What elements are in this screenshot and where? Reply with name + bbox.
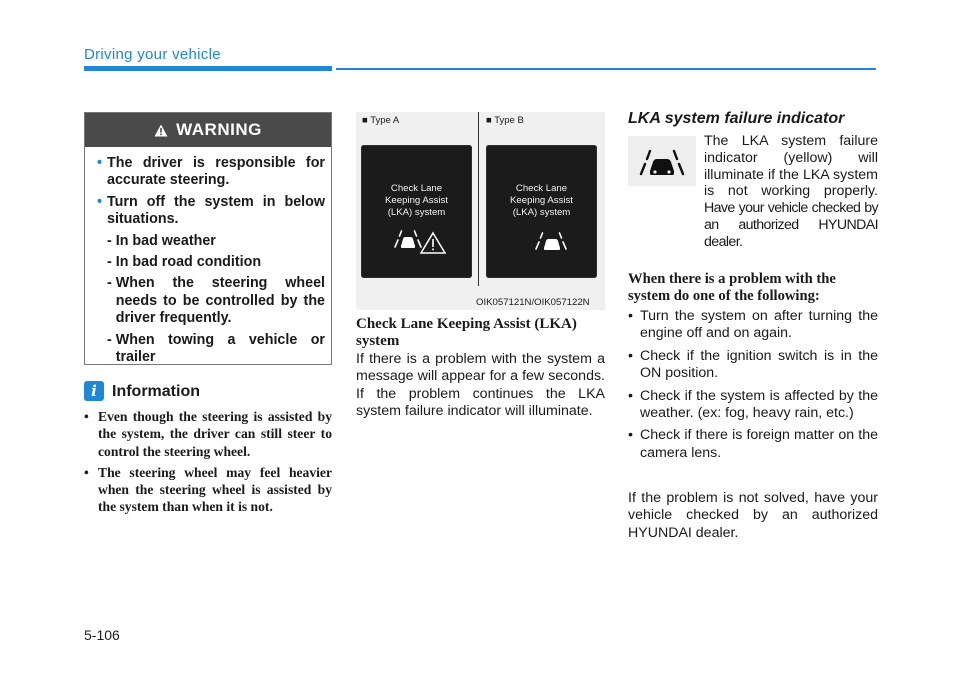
info-icon: i bbox=[84, 381, 104, 401]
information-bullet: • The steering wheel may feel heavier when the steering wheel is assisted by the system than when it is not. bbox=[84, 464, 332, 515]
header-rule-thin bbox=[336, 68, 876, 70]
failure-indicator-text: The LKA system failure indicator (yellow) will illuminate if the LKA system is not working properly. Have your vehicle checked by an authorized HYUNDAI dealer. bbox=[704, 133, 878, 250]
header-rule-thick bbox=[84, 66, 332, 71]
cluster-screen-type-b bbox=[486, 145, 597, 278]
lka-icon bbox=[522, 225, 582, 257]
section-title: Driving your vehicle bbox=[84, 46, 221, 63]
warning-bullet: • Turn off the system in below situations. bbox=[97, 193, 325, 228]
warning-title: WARNING bbox=[176, 120, 262, 139]
warning-header bbox=[85, 113, 331, 147]
problem-footer: If the problem is not solved, have your vehicle checked by an authorized HYUNDAI dealer. bbox=[628, 490, 878, 541]
information-list bbox=[84, 408, 332, 520]
bullet-dot: • bbox=[84, 409, 89, 424]
checklist-item: • Turn the system on after turning the engine off and on again. bbox=[628, 308, 878, 342]
checklist-item: • Check if there is foreign matter on the camera lens. bbox=[628, 427, 878, 461]
bullet-dot: • bbox=[628, 308, 633, 324]
bullet-dot: • bbox=[84, 464, 89, 480]
warning-bullet: • The driver is responsible for accurate steering. bbox=[97, 155, 325, 189]
warning-sub-item: - When towing a vehicle or trailer bbox=[107, 331, 325, 366]
checklist-item: • Check if the ignition switch is in the ON position. bbox=[628, 347, 878, 382]
bullet-dot: • bbox=[97, 155, 103, 171]
warning-sub-item: - When the steering wheel needs to be controlled by the driver frequently. bbox=[107, 275, 325, 327]
failure-indicator-title: LKA system failure indicator bbox=[628, 110, 845, 127]
bullet-dot: • bbox=[628, 387, 633, 404]
warning-box bbox=[84, 112, 332, 365]
lka-message-body: If there is a problem with the system a message will appear for a few seconds. If the problem continues the LKA system failure indicator will illuminate. bbox=[356, 351, 605, 420]
figure-label-type-a: ■ Type A bbox=[362, 115, 400, 126]
page-number: 5-106 bbox=[84, 627, 120, 643]
indicator-icon-box bbox=[628, 136, 696, 186]
warning-triangle-icon bbox=[154, 124, 168, 137]
bullet-dot: • bbox=[628, 427, 633, 444]
bullet-dot: • bbox=[628, 347, 633, 364]
checklist-item: • Check if the system is affected by the weather. (ex: fog, heavy rain, etc.) bbox=[628, 387, 878, 422]
figure-divider bbox=[478, 112, 479, 286]
figure-code: OIK057121N/OIK057122N bbox=[476, 297, 590, 308]
warning-body bbox=[97, 155, 325, 370]
cluster-screen-type-a bbox=[361, 145, 472, 278]
problem-heading: When there is a problem with the system do one of the following: bbox=[628, 271, 836, 304]
cluster-figure bbox=[356, 112, 605, 310]
lka-message-heading: Check Lane Keeping Assist (LKA) system bbox=[356, 316, 577, 349]
bullet-dot: • bbox=[97, 193, 103, 210]
lka-warning-icon bbox=[391, 225, 451, 257]
problem-checklist bbox=[628, 308, 878, 467]
information-title: Information bbox=[112, 383, 200, 400]
lka-failure-indicator-icon bbox=[628, 136, 696, 186]
screen-message: Check Lane Keeping Assist (LKA) system bbox=[385, 183, 448, 218]
screen-message: Check Lane Keeping Assist (LKA) system bbox=[510, 183, 573, 218]
information-bullet: • Even though the steering is assisted by the system, the driver can still steer to control the steering wheel. bbox=[84, 409, 332, 459]
figure-label-type-b: ■ Type B bbox=[486, 115, 524, 126]
warning-sub-item: - In bad weather bbox=[107, 232, 216, 249]
warning-sub-item: - In bad road condition bbox=[107, 254, 262, 271]
